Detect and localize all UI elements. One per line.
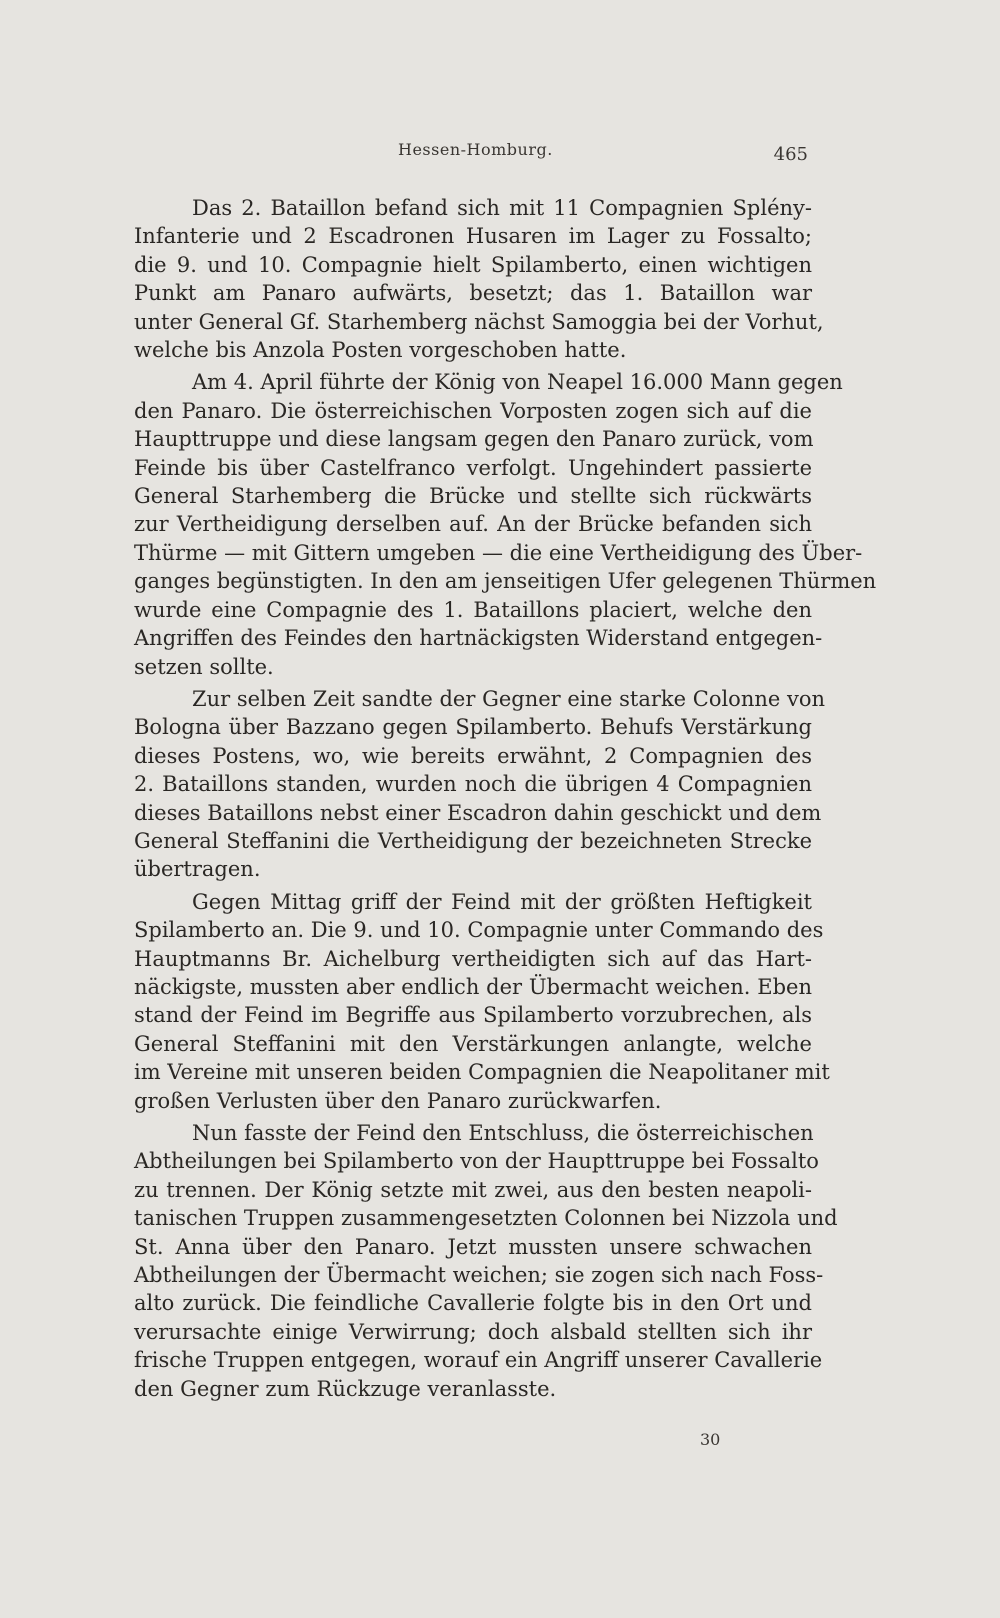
text-line: dieses Bataillons nebst einer Escadron dahin geschickt und dem — [134, 800, 822, 825]
paragraph — [134, 1119, 838, 1403]
text-line: General Starhemberg die Brücke und stellte sich rückwärts — [134, 484, 812, 509]
text-line: Abtheilungen bei Spilamberto von der Haupttruppe bei Fossalto — [134, 1149, 819, 1174]
text-line: General Steffanini die Vertheidigung der bezeichneten Strecke — [134, 828, 812, 853]
text-line: großen Verlusten über den Panaro zurückwarfen. — [134, 1088, 662, 1113]
paragraph — [134, 368, 877, 680]
text-line: Punkt am Panaro aufwärts, besetzt; das 1. Bataillon war — [134, 281, 812, 306]
text-line: 2. Bataillons standen, wurden noch die übrigen 4 Compagnien — [134, 772, 812, 797]
text-line: Infanterie und 2 Escadronen Husaren im Lager zu Fossalto; — [134, 224, 812, 249]
text-line: den Panaro. Die österreichischen Vorposten zogen sich auf die — [134, 398, 812, 423]
paragraph — [134, 888, 830, 1115]
text-line: Das 2. Bataillon befand sich mit 11 Compagnien Splény- — [192, 196, 812, 220]
text-line: setzen sollte. — [134, 654, 274, 679]
text-line: die 9. und 10. Compagnie hielt Spilamberto, einen wichtigen — [134, 252, 812, 277]
paragraph — [134, 194, 824, 364]
text-line: Am 4. April führte der König von Neapel 16.000 Mann gegen — [192, 370, 843, 395]
text-line: Haupttruppe und diese langsam gegen den Panaro zurück, vom — [134, 427, 814, 452]
text-line: Gegen Mittag griff der Feind mit der größten Heftigkeit — [192, 889, 812, 914]
text-line: Thürme — mit Gittern umgeben — die eine Vertheidigung des Über- — [134, 540, 863, 565]
text-line: St. Anna über den Panaro. Jetzt mussten unsere schwachen — [134, 1234, 812, 1259]
running-head: Hessen-Homburg. — [398, 140, 553, 159]
text-line: Nun fasste der Feind den Entschluss, die österreichischen — [192, 1121, 814, 1145]
text-line: übertragen. — [134, 857, 261, 882]
text-line: dieses Postens, wo, wie bereits erwähnt, 2 Compagnien des — [134, 743, 812, 768]
text-line: zu trennen. Der König setzte mit zwei, aus den besten neapoli- — [134, 1177, 812, 1202]
paragraph — [134, 685, 826, 884]
text-line: im Vereine mit unseren beiden Compagnien die Neapolitaner mit — [134, 1060, 830, 1085]
text-line: General Steffanini mit den Verstärkungen anlangte, welche — [134, 1031, 812, 1056]
text-line: tanischen Truppen zusammengesetzten Colonnen bei Nizzola und — [134, 1206, 838, 1231]
body-text — [134, 194, 877, 1403]
text-line: alto zurück. Die feindliche Cavallerie folgte bis in den Ort und — [134, 1291, 812, 1316]
text-line: verursachte einige Verwirrung; doch alsbald stellten sich ihr — [134, 1319, 812, 1344]
text-line: Abtheilungen der Übermacht weichen; sie zogen sich nach Foss- — [134, 1263, 824, 1288]
printer-signature: 30 — [700, 1430, 721, 1449]
page-header — [398, 136, 808, 166]
text-line: Hauptmanns Br. Aichelburg vertheidigten sich auf das Hart- — [134, 946, 812, 971]
text-line: stand der Feind im Begriffe aus Spilamberto vorzubrechen, als — [134, 1003, 812, 1028]
text-line: Bologna über Bazzano gegen Spilamberto. Behufs Verstärkung — [134, 715, 812, 740]
text-line: zur Vertheidigung derselben auf. An der Brücke befanden sich — [134, 512, 812, 537]
text-line: Feinde bis über Castelfranco verfolgt. Ungehindert passierte — [134, 455, 812, 480]
text-line: den Gegner zum Rückzuge veranlasste. — [134, 1376, 557, 1401]
text-line: Angriffen des Feindes den hartnäckigsten Widerstand entgegen- — [134, 626, 823, 651]
text-line: unter General Gf. Starhemberg nächst Samoggia bei der Vorhut, — [134, 309, 824, 334]
text-line: ganges begünstigten. In den am jenseitigen Ufer gelegenen Thürmen — [134, 569, 877, 594]
text-line: Zur selben Zeit sandte der Gegner eine starke Colonne von — [192, 686, 826, 711]
text-line: frische Truppen entgegen, worauf ein Angriff unserer Cavallerie — [134, 1348, 823, 1373]
text-line: welche bis Anzola Posten vorgeschoben hatte. — [134, 338, 627, 363]
page-number: 465 — [773, 144, 808, 165]
text-line: Spilamberto an. Die 9. und 10. Compagnie unter Commando des — [134, 918, 824, 943]
text-line: näckigste, mussten aber endlich der Übermacht weichen. Eben — [134, 974, 812, 999]
text-line: wurde eine Compagnie des 1. Bataillons placiert, welche den — [134, 597, 812, 622]
